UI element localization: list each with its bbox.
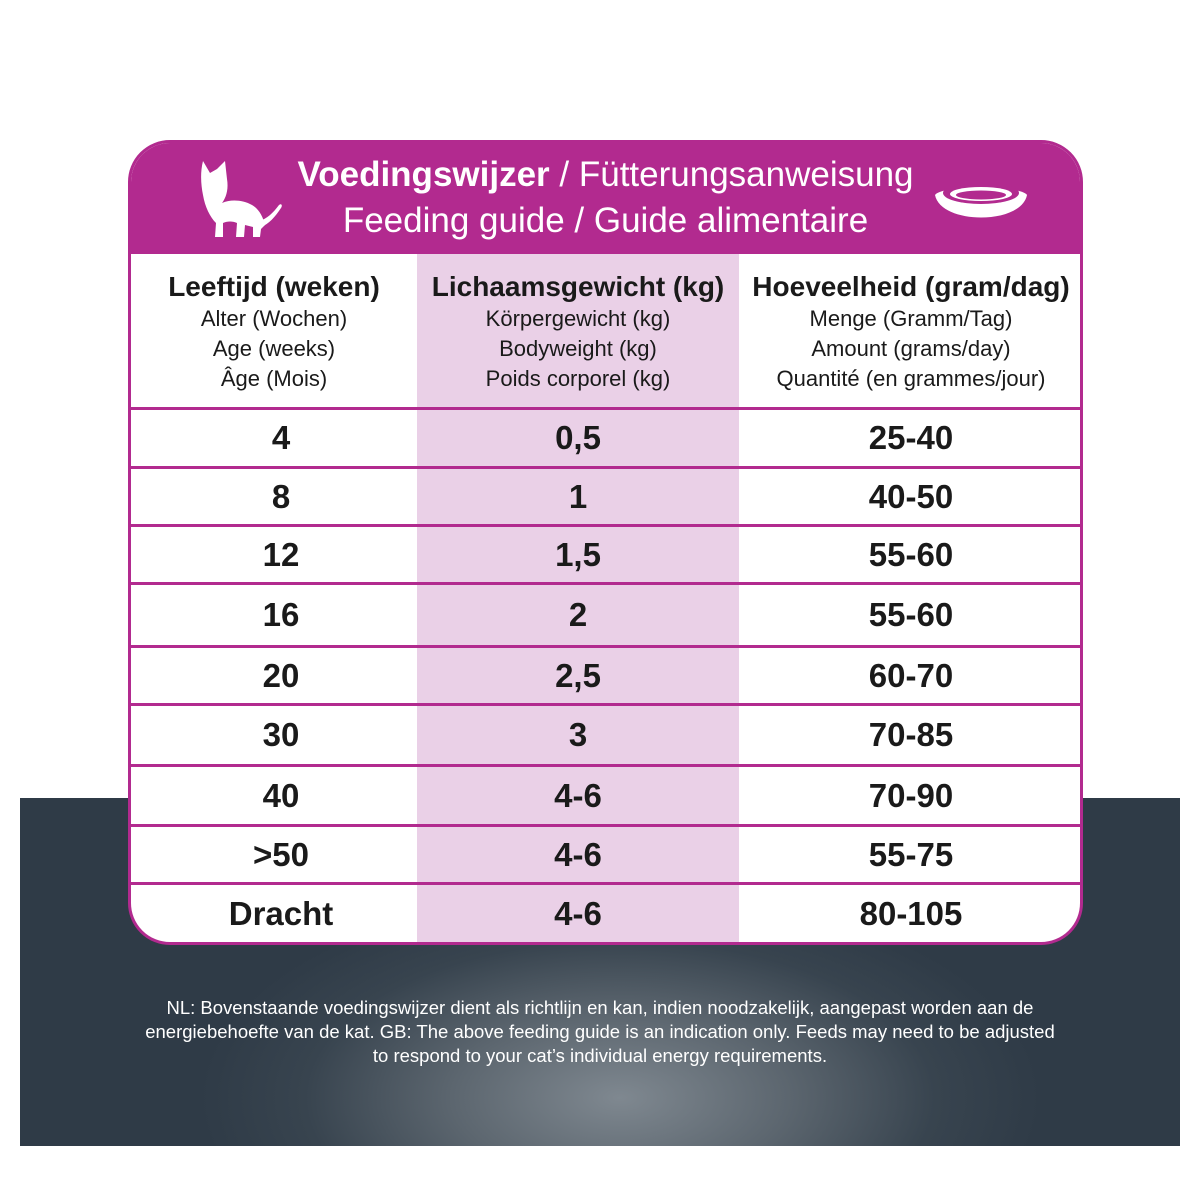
weight-cell: 3 [568, 716, 588, 753]
title-fr: Guide alimentaire [593, 201, 869, 240]
weight-cell: 0,5 [555, 419, 601, 456]
amount-cell: 60-70 [868, 656, 954, 694]
weight-cell: 4-6 [554, 894, 602, 932]
column-subtitle: Amount (grams/day) [811, 336, 1011, 361]
amount-cell: 80-105 [859, 894, 963, 932]
disclaimer-line: NL: Bovenstaande voedingswijzer dient als richtlijn en kan, indien noodzakelijk, aangepast worden aan de [166, 997, 1034, 1018]
column-subtitle: Bodyweight (kg) [499, 336, 657, 361]
weight-cell: 1 [568, 477, 588, 515]
age-cell: 12 [262, 535, 300, 573]
amount-cell: 55-75 [868, 835, 954, 873]
amount-cell: 55-60 [868, 535, 954, 573]
title-separator: / [564, 201, 594, 240]
card-header [131, 143, 1080, 254]
amount-cell: 25-40 [868, 419, 954, 456]
column-header-bodyweight [417, 254, 739, 409]
column-subtitle: Âge (Mois) [220, 366, 328, 391]
column-title: Lichaamsgewicht (kg) [431, 271, 725, 302]
weight-cell: 4-6 [554, 776, 602, 814]
table-row [131, 827, 1080, 882]
weight-cell: 1,5 [555, 535, 601, 573]
age-cell: 20 [262, 656, 300, 694]
age-cell: >50 [253, 835, 309, 873]
weight-cell: 2,5 [555, 656, 601, 694]
amount-cell: 40-50 [868, 477, 954, 515]
age-cell: 16 [262, 596, 300, 633]
title-gb: Feeding guide [342, 201, 565, 240]
age-cell: 8 [271, 477, 291, 515]
table-row [131, 585, 1080, 645]
age-cell: Dracht [228, 894, 334, 932]
amount-cell: 70-85 [868, 716, 954, 753]
age-cell: 4 [271, 419, 291, 456]
weight-cell: 4-6 [554, 835, 602, 873]
age-cell: 40 [262, 776, 300, 814]
column-title: Hoeveelheid (gram/dag) [752, 271, 1070, 302]
food-bowl-icon [931, 171, 1031, 231]
table-row [131, 767, 1080, 824]
column-header-amount [739, 254, 1083, 409]
table-row [131, 648, 1080, 703]
column-subtitle: Quantité (en grammes/jour) [776, 366, 1046, 391]
table-row [131, 410, 1080, 466]
disclaimer-note [100, 996, 1100, 1068]
table-row [131, 527, 1080, 582]
amount-cell: 70-90 [868, 776, 954, 814]
column-subtitle: Poids corporel (kg) [485, 366, 671, 391]
age-cell: 30 [262, 716, 300, 753]
title-nl: Voedingswijzer [297, 155, 550, 194]
column-header-age [131, 254, 417, 409]
table-row [131, 469, 1080, 524]
disclaimer-line: energiebehoefte van de kat. GB: The above feeding guide is an indication only. Feeds may need to be adjusted [145, 1021, 1055, 1042]
table-row [131, 706, 1080, 764]
table-row [131, 885, 1080, 942]
title-de: Fütterungsanweisung [578, 155, 914, 194]
column-subtitle: Körpergewicht (kg) [485, 306, 671, 331]
column-subtitle: Menge (Gramm/Tag) [809, 306, 1013, 331]
disclaimer-line: to respond to your cat’s individual energy requirements. [372, 1045, 828, 1066]
feeding-guide-card [128, 140, 1083, 945]
title-separator: / [549, 155, 579, 194]
amount-cell: 55-60 [868, 596, 954, 633]
column-subtitle: Alter (Wochen) [200, 306, 348, 331]
column-title: Leeftijd (weken) [168, 271, 380, 302]
weight-cell: 2 [568, 596, 588, 633]
column-subtitle: Age (weeks) [212, 336, 336, 361]
